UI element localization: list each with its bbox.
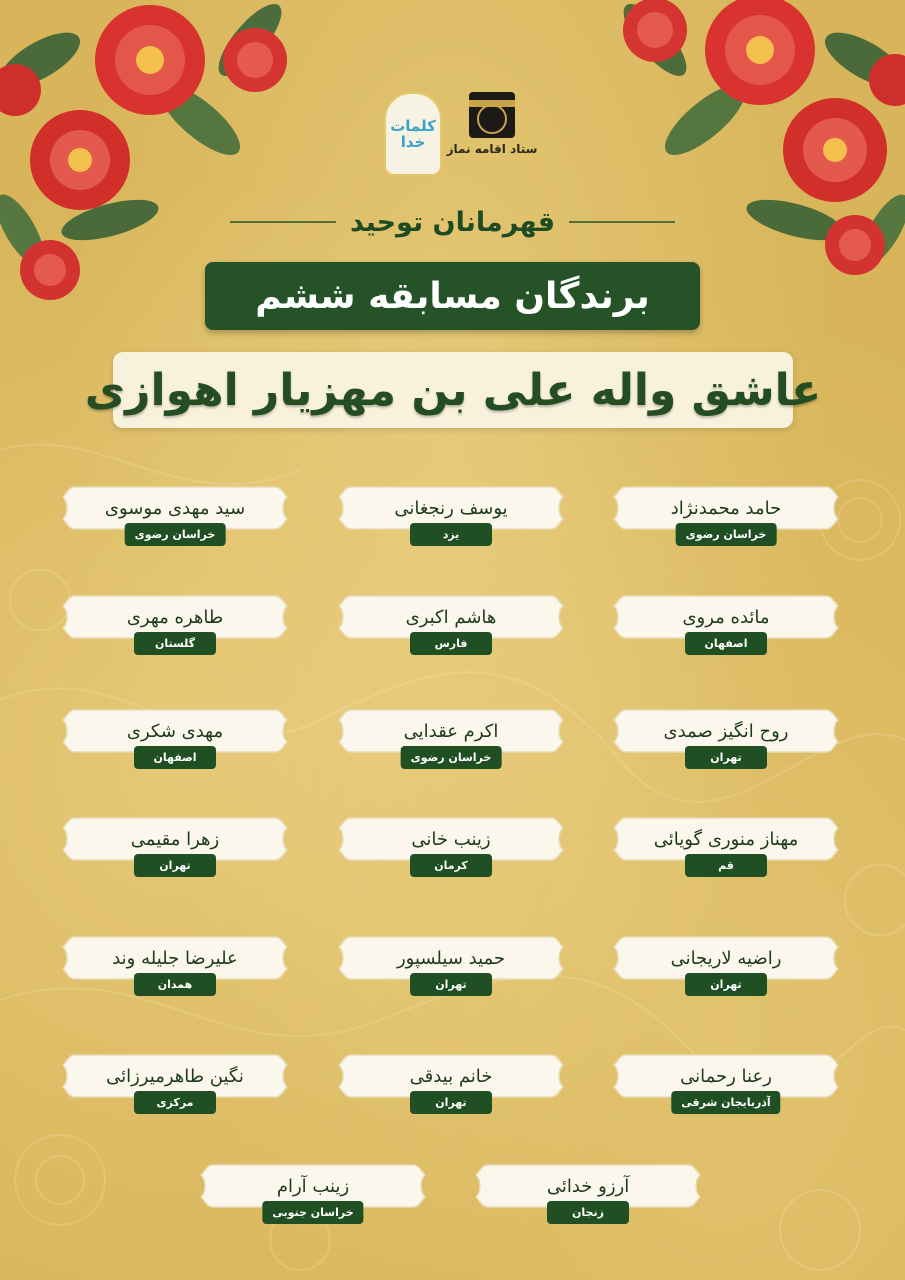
kaaba-globe-icon xyxy=(469,92,515,138)
province-tag: تهران xyxy=(134,854,216,877)
winner-card xyxy=(337,708,565,770)
winner-card xyxy=(61,1053,289,1115)
winner-card xyxy=(612,935,840,997)
province-tag: خراسان رضوی xyxy=(401,746,502,769)
province-tag: اصفهان xyxy=(134,746,216,769)
nama-logo xyxy=(446,92,538,156)
province-tag: آذربایجان شرقی xyxy=(671,1091,780,1114)
kalam-logo xyxy=(384,92,442,176)
province-tag: اصفهان xyxy=(685,632,767,655)
winner-card xyxy=(61,594,289,656)
winner-name: مائده مروی xyxy=(682,606,770,628)
winner-card xyxy=(61,816,289,878)
winner-name: اکرم عقدایی xyxy=(403,720,499,742)
winner-name: حمید سیلسپور xyxy=(396,947,506,969)
winner-name: زینب آرام xyxy=(276,1175,350,1197)
winner-name: روح انگیز صمدی xyxy=(663,720,789,742)
winner-name: حامد محمدنژاد xyxy=(670,497,782,519)
winner-card xyxy=(337,816,565,878)
kalam-logo-icon: کلمات خدا xyxy=(384,92,442,176)
winner-name: علیرضا جلیله وند xyxy=(112,947,238,969)
divider-line xyxy=(230,221,336,223)
nama-logo-text: ستاد اقامه نماز xyxy=(446,142,538,156)
province-tag: قم xyxy=(685,854,767,877)
divider-line xyxy=(569,221,675,223)
province-tag: تهران xyxy=(410,1091,492,1114)
honoree-name-box xyxy=(84,352,822,428)
province-tag: تهران xyxy=(685,973,767,996)
province-tag: خراسان جنوبی xyxy=(262,1201,363,1224)
winner-card xyxy=(337,594,565,656)
province-tag: تهران xyxy=(685,746,767,769)
winner-card xyxy=(612,1053,840,1115)
winner-card xyxy=(61,485,289,547)
winner-name: نگین طاهرمیرزائی xyxy=(106,1065,244,1087)
province-tag: یزد xyxy=(410,523,492,546)
winner-card xyxy=(337,1053,565,1115)
winner-card xyxy=(612,485,840,547)
winner-card xyxy=(612,708,840,770)
subtitle-row xyxy=(230,202,675,242)
province-tag: همدان xyxy=(134,973,216,996)
winner-name: زهرا مقیمی xyxy=(130,828,220,850)
winner-card xyxy=(61,935,289,997)
winner-card xyxy=(337,935,565,997)
winner-card xyxy=(61,708,289,770)
winner-card xyxy=(337,485,565,547)
province-tag: زنجان xyxy=(547,1201,629,1224)
province-tag: تهران xyxy=(410,973,492,996)
winner-name: هاشم اکبری xyxy=(405,606,497,628)
winner-name: زینب خانی xyxy=(411,828,491,850)
banner-title: برندگان مسابقه ششم xyxy=(255,275,650,317)
province-tag: گلستان xyxy=(134,632,216,655)
winner-name: رعنا رحمانی xyxy=(680,1065,772,1087)
winner-name: آرزو خدائی xyxy=(546,1175,630,1197)
winner-card xyxy=(199,1163,427,1225)
winner-name: مهناز منوری گویائی xyxy=(653,828,799,850)
winner-name: راضیه لاریجانی xyxy=(670,947,782,969)
winner-name: مهدی شکری xyxy=(126,720,224,742)
winner-name: سید مهدی موسوی xyxy=(104,497,246,519)
subtitle: قهرمانان توحید xyxy=(349,206,556,238)
province-tag: خراسان رضوی xyxy=(125,523,226,546)
winner-card xyxy=(612,594,840,656)
honoree-name: عاشق واله علی بن مهزیار اهوازی xyxy=(84,364,822,416)
winner-card xyxy=(612,816,840,878)
winner-name: طاهره مهری xyxy=(126,606,224,628)
winner-name: یوسف رنجغانی xyxy=(394,497,508,519)
winner-name: خانم بیدقی xyxy=(409,1065,493,1087)
province-tag: کرمان xyxy=(410,854,492,877)
title-banner xyxy=(205,262,700,330)
winner-card xyxy=(474,1163,702,1225)
province-tag: مرکزی xyxy=(134,1091,216,1114)
province-tag: فارس xyxy=(410,632,492,655)
province-tag: خراسان رضوی xyxy=(676,523,777,546)
